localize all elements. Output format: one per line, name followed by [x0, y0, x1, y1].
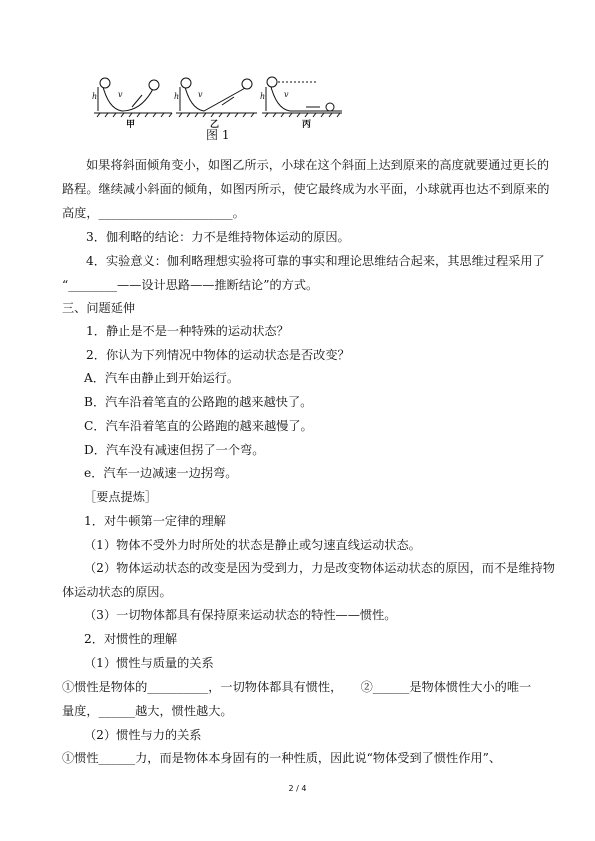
question-line: 1．静止是不是一种特殊的运动状态？: [86, 324, 289, 338]
text-line: 如果将斜面倾角变小，如图乙所示，小球在这个斜面上达到原来的高度就要通过更长的: [86, 158, 550, 172]
option-line: e．汽车一边减速一边拐弯。: [84, 466, 238, 480]
text-line: （2）惯性与力的关系: [84, 728, 202, 742]
option-line: D．汽车没有减速但拐了一个弯。: [84, 443, 265, 457]
text-line: 2．对惯性的理解: [84, 632, 178, 646]
velocity-label-3: v: [284, 90, 289, 99]
panel-label-jia: 甲: [126, 120, 136, 130]
text-line: （1）物体不受外力时所处的状态是静止或匀速直线运动状态。: [84, 538, 421, 552]
text-line: 量度，______越大，惯性越大。: [62, 704, 233, 718]
page-number: 2 / 4: [288, 784, 307, 793]
height-label-3: h: [260, 92, 266, 101]
option-line: A．汽车由静止到开始运行。: [84, 371, 240, 385]
height-label-2: h: [174, 92, 180, 101]
section-heading: 三、问题延伸: [62, 301, 136, 315]
text-line: 体运动状态的原因。: [62, 585, 172, 599]
key-points-heading: ［要点提炼］: [84, 490, 158, 504]
panel-label-bing: 丙: [302, 120, 312, 130]
text-line: 3．伽利略的结论：力不是维持物体运动的原因。: [86, 230, 350, 244]
option-line: B．汽车沿着笔直的公路跑的越来越快了。: [84, 395, 313, 409]
velocity-label-1: v: [118, 90, 123, 99]
height-label-1: h: [92, 92, 98, 101]
text-line: 4．实验意义：伽利略理想实验将可靠的事实和理论思维结合起来，其思维过程采用了: [86, 254, 545, 268]
question-line: 2．你认为下列情况中物体的运动状态是否改变？: [86, 348, 350, 362]
text-line: 1．对牛顿第一定律的理解: [84, 514, 226, 528]
text-line: ①惯性是物体的__________，一切物体都具有惯性， ②______是物体惯性大小的唯一: [62, 680, 532, 694]
figure-caption: 图 1: [206, 128, 230, 142]
panel-label-yi: 乙: [210, 120, 220, 130]
text-line: 高度，______________________。: [62, 206, 245, 220]
option-line: C．汽车沿着笔直的公路跑的越来越慢了。: [84, 419, 313, 433]
text-line: ①惯性______力，而是物体本身固有的一种性质，因此说“物体受到了惯性作用”、: [62, 751, 502, 765]
text-line: “________——设计思路——推断结论”的方式。: [62, 278, 319, 292]
text-line: （1）惯性与质量的关系: [84, 656, 214, 670]
text-line: （2）物体运动状态的改变是因为受到力，力是改变物体运动状态的原因，而不是维持物: [84, 561, 555, 575]
text-line: 路程。继续减小斜面的倾角，如图丙所示，使它最终成为水平面，小球就再也达不到原来的: [62, 182, 550, 196]
text-line: （3）一切物体都具有保持原来运动状态的特性——惯性。: [84, 608, 397, 622]
velocity-label-2: v: [198, 90, 203, 99]
